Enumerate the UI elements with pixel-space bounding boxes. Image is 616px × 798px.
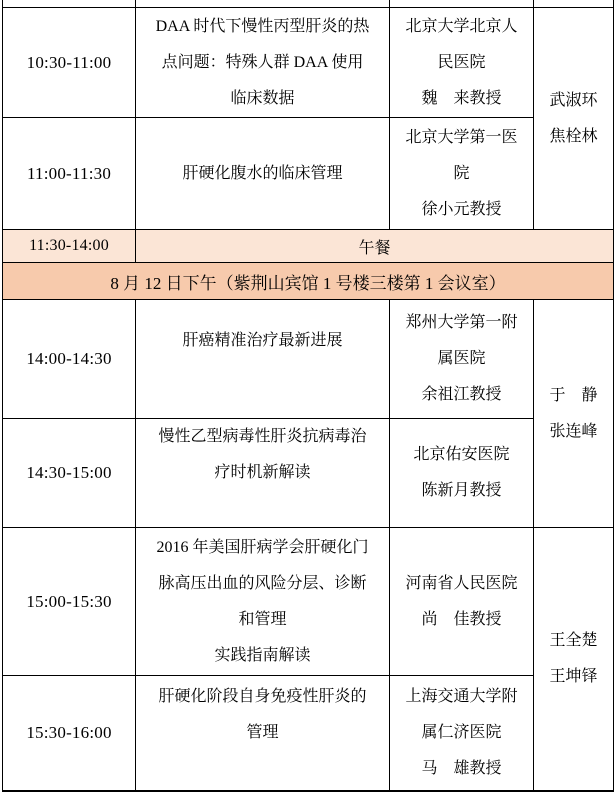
speaker-name: 魏 来教授 (421, 89, 502, 107)
topic-text: 肝硬化腹水的临床管理 (182, 164, 343, 182)
speaker-name: 徐小元教授 (421, 200, 502, 218)
chair-name: 焦栓林 (549, 127, 598, 145)
speaker-name: 马 雄教授 (421, 759, 502, 777)
time-cell: 11:00-11:30 (3, 118, 136, 230)
topic-text: 肝硬化阶段自身免疫性肝炎的管理 (158, 687, 367, 741)
affiliation-text: 郑州大学第一附属医院 (405, 314, 518, 367)
time-cell: 14:00-14:30 (3, 300, 136, 419)
chair-name: 武淑环 (549, 91, 598, 109)
table-row (3, 419, 614, 528)
topic-text: 肝癌精准治疗最新进展 (182, 332, 343, 349)
affiliation-text: 北京佑安医院 (413, 446, 510, 463)
topic-cell (136, 528, 390, 676)
time-cell: 15:00-15:30 (3, 528, 136, 676)
conference-schedule-table (2, 0, 614, 792)
speaker-cell (390, 676, 534, 791)
table-row (3, 8, 614, 118)
time-cell: 10:30-11:00 (3, 8, 136, 118)
speaker-cell (390, 8, 534, 118)
chair-name: 王全楚 (549, 631, 598, 649)
topic-cell (136, 676, 390, 791)
section-header-cell: 8 月 12 日下午（紫荆山宾馆 1 号楼三楼第 1 会议室） (3, 263, 614, 300)
table-row-cutoff (3, 0, 614, 8)
speaker-name: 尚 佳教授 (421, 610, 502, 628)
chair-name: 王坤铎 (549, 667, 598, 685)
table-row (3, 676, 614, 791)
cutoff-speaker-cell (390, 0, 534, 8)
time-cell: 14:30-15:00 (3, 419, 136, 528)
section-header-row (3, 263, 614, 300)
topic-cell (136, 419, 390, 528)
topic-text: 慢性乙型病毒性肝炎抗病毒治疗时机新解读 (158, 428, 367, 481)
topic-subtext: 实践指南解读 (214, 646, 311, 664)
table-row (3, 118, 614, 230)
speaker-cell (390, 528, 534, 676)
lunch-label-cell: 午餐 (136, 230, 614, 263)
topic-text: 2016 年美国肝病学会肝硬化门脉高压出血的风险分层、诊断和管理 (156, 538, 369, 628)
cutoff-chair-cell (534, 0, 614, 8)
chair-cell (534, 300, 614, 528)
cutoff-topic-cell (136, 0, 390, 8)
speaker-cell (390, 300, 534, 419)
speaker-name: 余祖江教授 (421, 386, 502, 403)
topic-cell (136, 8, 390, 118)
topic-cell (136, 300, 390, 419)
cutoff-time-cell (3, 0, 136, 8)
topic-cell (136, 118, 390, 230)
affiliation-text: 北京大学北京人民医院 (405, 17, 518, 71)
speaker-cell (390, 419, 534, 528)
chair-name: 张连峰 (549, 422, 598, 440)
lunch-time-cell: 11:30-14:00 (3, 230, 136, 263)
table-row (3, 528, 614, 676)
time-cell: 15:30-16:00 (3, 676, 136, 791)
chair-name: 于 静 (549, 386, 598, 404)
chair-cell (534, 8, 614, 230)
lunch-row (3, 230, 614, 263)
affiliation-text: 河南省人民医院 (405, 574, 518, 592)
speaker-cell (390, 118, 534, 230)
affiliation-text: 北京大学第一医院 (405, 128, 518, 182)
chair-cell (534, 528, 614, 791)
affiliation-text: 上海交通大学附属仁济医院 (405, 687, 518, 741)
topic-text: DAA 时代下慢性丙型肝炎的热点问题：特殊人群 DAA 使用临床数据 (155, 17, 370, 107)
speaker-name: 陈新月教授 (421, 482, 502, 499)
table-row (3, 300, 614, 419)
